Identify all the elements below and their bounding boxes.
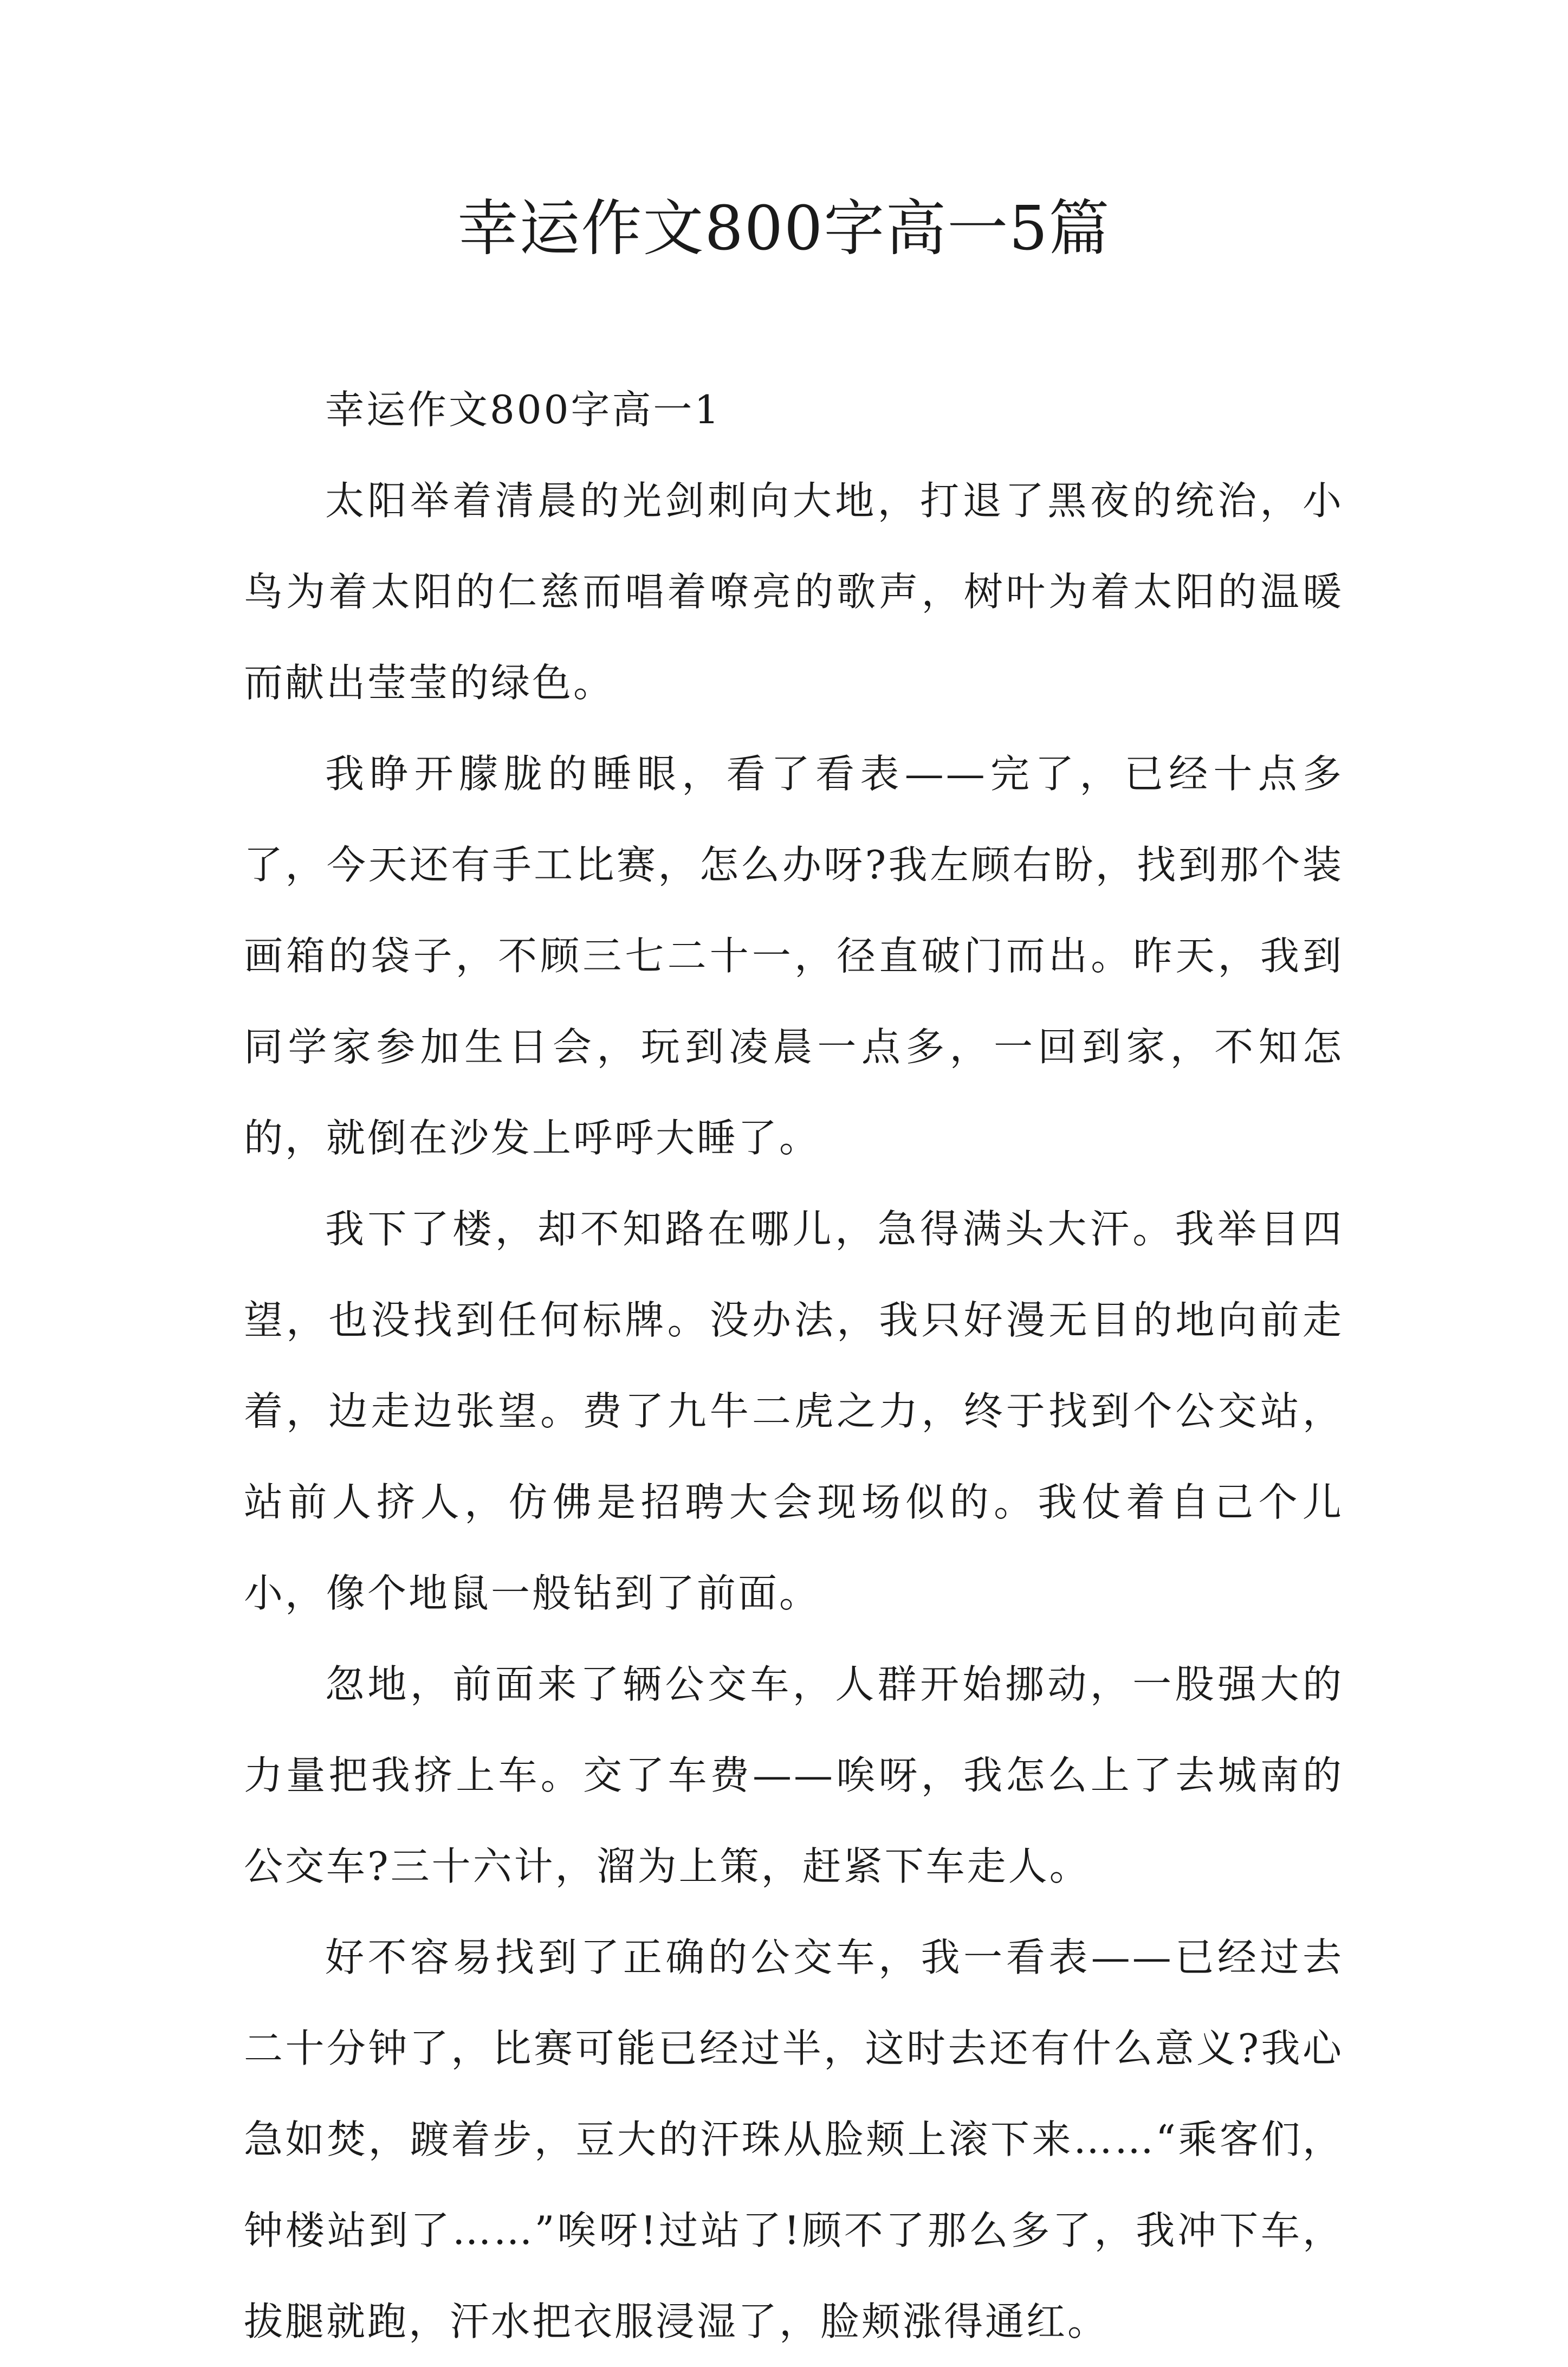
paragraph: 好不容易找到了正确的公交车，我一看表——已经过去二十分钟了，比赛可能已经过半，这时去还有什么意义?我心急如焚，踱着步，豆大的汗珠从脸颊上滚下来……“乘客们，钟楼站到了……”唉呀!过站了!顾不了那么多了，我冲下车，拔腿就跑，汗水把衣服浸湿了，脸颊涨得通红。 xyxy=(244,1935,1344,2344)
document-body xyxy=(244,364,1344,2367)
paragraph: 我睁开朦胧的睡眼，看了看表——完了，已经十点多了，今天还有手工比赛，怎么办呀?我左顾右盼，找到那个装画箱的袋子，不顾三七二十一，径直破门而出。昨天，我到同学家参加生日会，玩到凌晨一点多，一回到家，不知怎的，就倒在沙发上呼呼大睡了。 xyxy=(244,751,1344,1161)
paragraph: 忽地，前面来了辆公交车，人群开始挪动，一股强大的力量把我挤上车。交了车费——唉呀，我怎么上了去城南的公交车?三十六计，溜为上策，赶紧下车走人。 xyxy=(244,1661,1344,1889)
section-heading: 幸运作文800字高一1 xyxy=(325,387,722,432)
document-title: 幸运作文800字高一5篇 xyxy=(457,193,1111,264)
paragraph: 我下了楼，却不知路在哪儿，急得满头大汗。我举目四望，也没找到任何标牌。没办法，我只好漫无目的地向前走着，边走边张望。费了九牛二虎之力，终于找到个公交站，站前人挤人，仿佛是招聘大会现场似的。我仗着自己个儿小，像个地鼠一般钻到了前面。 xyxy=(244,1206,1344,1616)
paragraph: 太阳举着清晨的光剑刺向大地，打退了黑夜的统治，小鸟为着太阳的仁慈而唱着嘹亮的歌声，树叶为着太阳的温暖而献出莹莹的绿色。 xyxy=(244,478,1344,706)
